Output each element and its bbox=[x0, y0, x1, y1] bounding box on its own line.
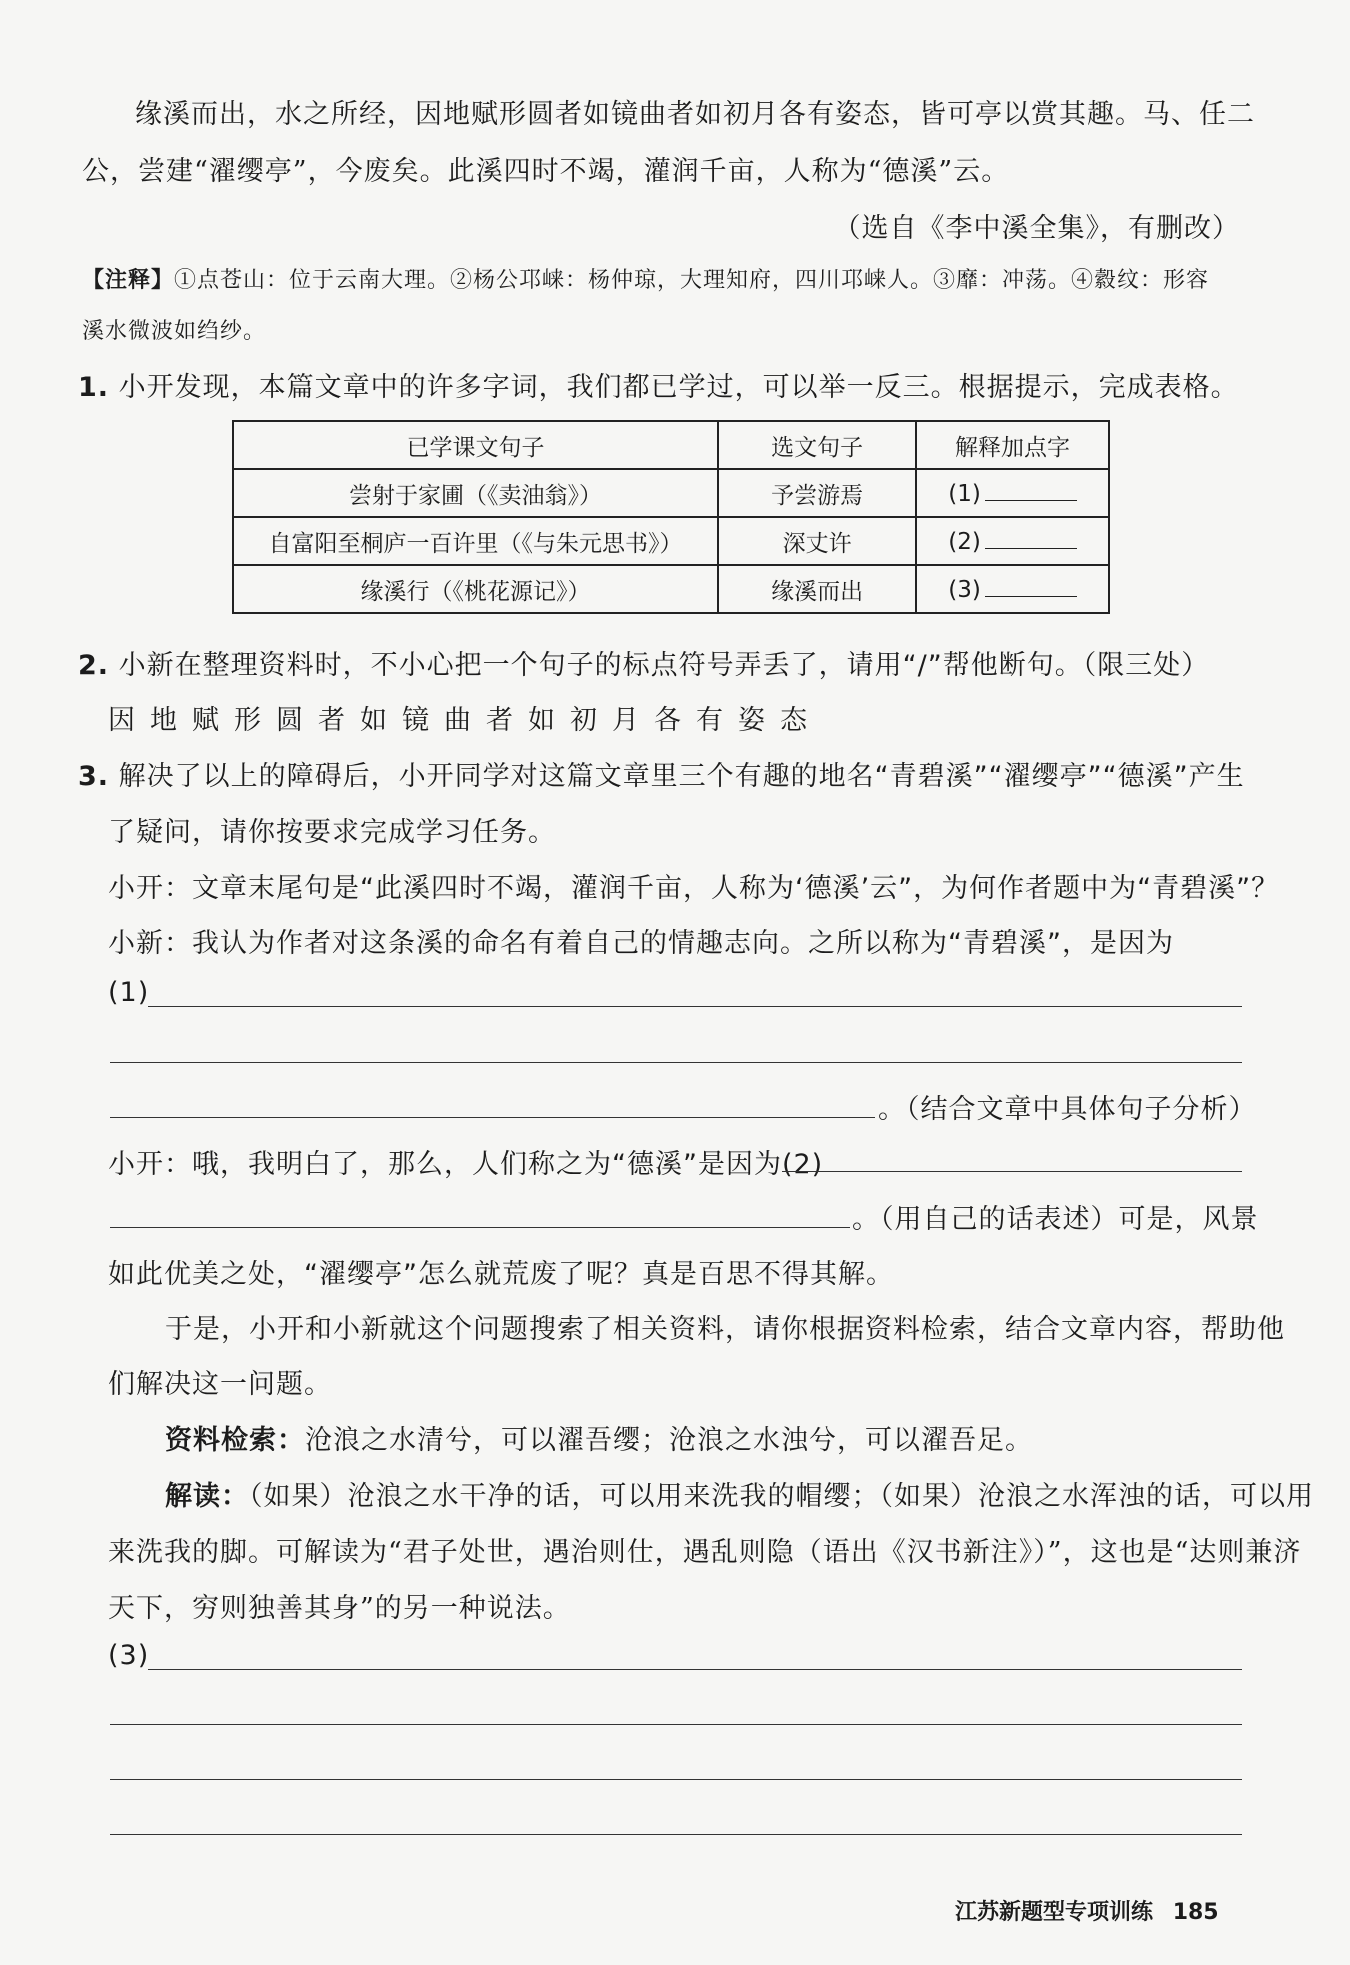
question-2-text: 小新在整理资料时，不小心把一个句子的标点符号弄丢了，请用“/”帮他断句。（限三处） bbox=[118, 650, 1210, 681]
blank-3-label: (3) bbox=[108, 1640, 150, 1671]
annotation-label: 【注释】 bbox=[82, 268, 175, 293]
annotation-line-2: 溪水微波如绉纱。 bbox=[82, 319, 267, 344]
interpretation-line-2: 来洗我的脚。可解读为“君子处世，遇治则仕，遇乱则隐（语出《汉书新注》）”，这也是“达则兼济 bbox=[108, 1537, 1302, 1568]
table-cell-answer[interactable] bbox=[916, 565, 1109, 613]
table-row bbox=[233, 517, 1109, 565]
interpretation-line-1 bbox=[165, 1474, 1314, 1513]
question-3-text-1: 解决了以上的障碍后，小开同学对这篇文章里三个有趣的地名“青碧溪”“濯缨亭”“德溪”产生 bbox=[118, 761, 1245, 792]
answer-line[interactable] bbox=[110, 1724, 1242, 1725]
answer-line[interactable] bbox=[110, 1117, 875, 1118]
table-cell-answer[interactable] bbox=[916, 517, 1109, 565]
blank-1-label: (1) bbox=[108, 977, 150, 1008]
dialogue-line-1: 小开：文章末尾句是“此溪四时不竭，灌润千亩，人称为‘德溪’云”，为何作者题中为“青碧溪”？ bbox=[108, 873, 1280, 904]
punctuation-sentence: 因地赋形圆者如镜曲者如初月各有姿态 bbox=[108, 705, 822, 736]
vocab-table bbox=[232, 420, 1110, 614]
question-1-text: 小开发现，本篇文章中的许多字词，我们都已学过，可以举一反三。根据提示，完成表格。 bbox=[118, 372, 1239, 403]
annotation-text-1: ①点苍山：位于云南大理。②杨公邛崃：杨仲琼，大理知府，四川邛崃人。③靡：冲荡。④縠纹：形容 bbox=[174, 268, 1210, 293]
question-1 bbox=[78, 365, 1239, 404]
answer-line[interactable] bbox=[148, 1669, 1242, 1670]
answer-blank[interactable] bbox=[985, 528, 1077, 549]
passage-line-1: 缘溪而出，水之所经，因地赋形圆者如镜曲者如初月各有姿态，皆可亭以赏其趣。马、任二 bbox=[135, 99, 1255, 130]
dialogue-line-4: 如此优美之处，“濯缨亭”怎么就荒废了呢？真是百思不得其解。 bbox=[108, 1259, 894, 1290]
table-cell-passage: 深丈许 bbox=[718, 517, 916, 565]
question-2 bbox=[78, 643, 1209, 682]
table-cell-learned: 自富阳至桐庐一百许里（《与朱元思书》） bbox=[233, 517, 718, 565]
table-cell-learned: 尝射于家圃（《卖油翁》） bbox=[233, 469, 718, 517]
question-2-number: 2. bbox=[78, 650, 110, 681]
table-row bbox=[233, 469, 1109, 517]
hint-1: 。（结合文章中具体句子分析） bbox=[878, 1094, 1257, 1125]
question-3 bbox=[78, 754, 1245, 793]
dialogue-line-3: 小开：哦，我明白了，那么，人们称之为“德溪”是因为(2) bbox=[108, 1149, 824, 1180]
table-cell-passage: 缘溪而出 bbox=[718, 565, 916, 613]
interpretation-line-3: 天下，穷则独善其身”的另一种说法。 bbox=[108, 1593, 571, 1624]
annotation-line-1 bbox=[82, 263, 1209, 294]
answer-line[interactable] bbox=[110, 1834, 1242, 1835]
passage-line-2: 公，尝建“濯缨亭”，今废矣。此溪四时不竭，灌润千亩，人称为“德溪”云。 bbox=[82, 156, 1010, 187]
interpretation-label: 解读： bbox=[165, 1481, 249, 1512]
answer-line[interactable] bbox=[110, 1227, 850, 1228]
answer-label: (1) bbox=[948, 480, 981, 507]
answer-line[interactable] bbox=[148, 1006, 1242, 1007]
material-search bbox=[165, 1418, 1033, 1457]
answer-line[interactable] bbox=[110, 1062, 1242, 1063]
table-cell-passage: 予尝游焉 bbox=[718, 469, 916, 517]
answer-line[interactable] bbox=[782, 1171, 1242, 1172]
answer-blank[interactable] bbox=[985, 480, 1077, 501]
interpretation-text-1: （如果）沧浪之水干净的话，可以用来洗我的帽缨；（如果）沧浪之水浑浊的话，可以用 bbox=[249, 1481, 1314, 1512]
material-search-label: 资料检索： bbox=[165, 1425, 305, 1456]
page-number: 185 bbox=[1172, 1900, 1219, 1925]
table-header-cell: 解释加点字 bbox=[916, 421, 1109, 469]
answer-blank[interactable] bbox=[985, 576, 1077, 597]
material-search-text: 沧浪之水清兮，可以濯吾缨；沧浪之水浊兮，可以濯吾足。 bbox=[305, 1425, 1033, 1456]
table-header-cell: 已学课文句子 bbox=[233, 421, 718, 469]
paragraph-line-2: 们解决这一问题。 bbox=[108, 1369, 332, 1400]
table-cell-learned: 缘溪行（《桃花源记》） bbox=[233, 565, 718, 613]
question-3-number: 3. bbox=[78, 761, 110, 792]
answer-label: (2) bbox=[948, 528, 981, 555]
hint-2: 。（用自己的话表述）可是，风景 bbox=[852, 1204, 1259, 1235]
dialogue-line-2: 小新：我认为作者对这条溪的命名有着自己的情趣志向。之所以称为“青碧溪”，是因为 bbox=[108, 928, 1174, 959]
answer-label: (3) bbox=[948, 576, 981, 603]
table-cell-answer[interactable] bbox=[916, 469, 1109, 517]
table-header-cell: 选文句子 bbox=[718, 421, 916, 469]
paragraph-line-1: 于是，小开和小新就这个问题搜索了相关资料，请你根据资料检索，结合文章内容，帮助他 bbox=[165, 1314, 1285, 1345]
passage-source: （选自《李中溪全集》，有删改） bbox=[833, 213, 1240, 244]
table-header-row bbox=[233, 421, 1109, 469]
table-row bbox=[233, 565, 1109, 613]
footer bbox=[955, 1895, 1219, 1926]
answer-line[interactable] bbox=[110, 1779, 1242, 1780]
question-3-text-2: 了疑问，请你按要求完成学习任务。 bbox=[108, 817, 556, 848]
footer-title: 江苏新题型专项训练 bbox=[955, 1900, 1154, 1925]
question-1-number: 1. bbox=[78, 372, 110, 403]
